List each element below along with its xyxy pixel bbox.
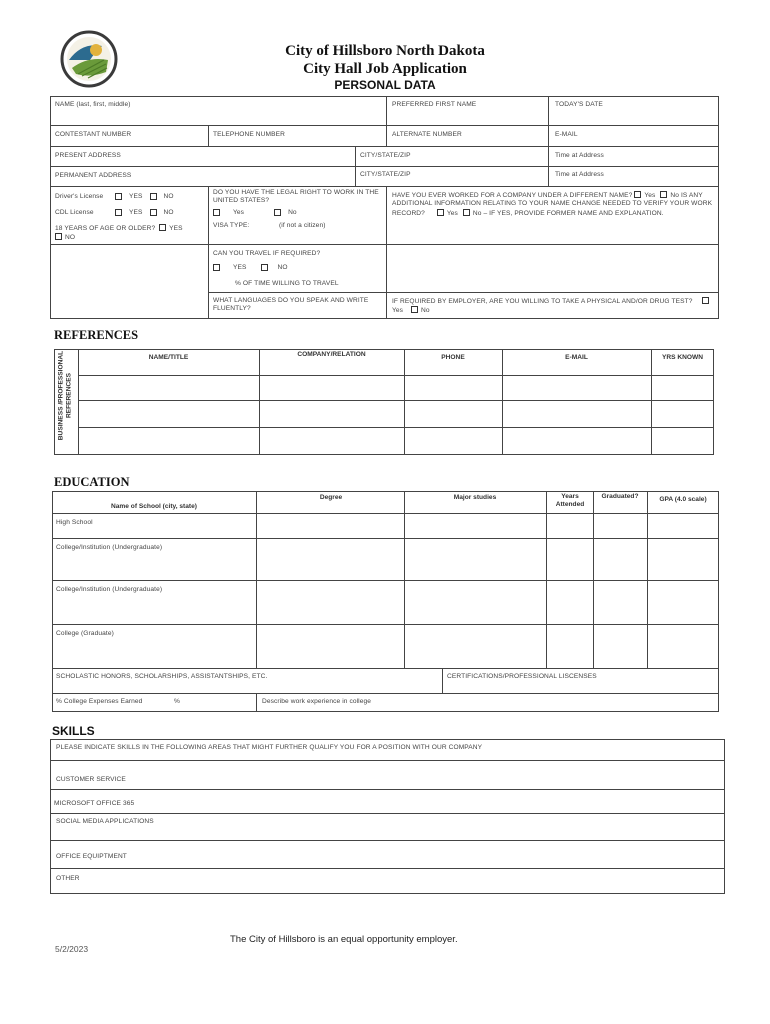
- todays-date-field[interactable]: TODAY'S DATE: [555, 101, 603, 108]
- cdl-license-no-checkbox[interactable]: [150, 209, 157, 216]
- yes-label: YES: [129, 209, 143, 216]
- drivers-license-no-checkbox[interactable]: [150, 193, 157, 200]
- title-personal-data: PERSONAL DATA: [334, 78, 436, 92]
- skills-heading: SKILLS: [52, 724, 95, 738]
- age-question-label: 18 YEARS OF AGE OR OLDER?: [55, 225, 156, 232]
- telephone-field[interactable]: TELEPHONE NUMBER: [213, 131, 285, 138]
- if-yes-provide-label: No – IF YES, PROVIDE FORMER NAME AND EXPLANATION.: [472, 209, 664, 217]
- cdl-license-row: [55, 209, 174, 216]
- different-name-no-checkbox[interactable]: [660, 191, 667, 198]
- ref-col-company: COMPANY/RELATION: [297, 351, 366, 358]
- edu-col-major: Major studies: [453, 494, 497, 501]
- additional-info-yes-checkbox[interactable]: [437, 209, 444, 216]
- edu-col-years: Years Attended: [555, 493, 585, 508]
- no-label: NO: [277, 264, 288, 271]
- yes-label: YES: [129, 193, 143, 200]
- skills-prompt: PLEASE INDICATE SKILLS IN THE FOLLOWING AREAS THAT MIGHT FURTHER QUALIFY YOU FOR A POSITION WITH OUR COMPANY: [56, 744, 483, 751]
- no-label: NO: [65, 234, 76, 241]
- drug-test-question: IF REQUIRED BY EMPLOYER, ARE YOU WILLING TO TAKE A PHYSICAL AND/OR DRUG TEST?: [392, 298, 693, 305]
- travel-no-checkbox[interactable]: [261, 264, 268, 271]
- legal-right-question: DO YOU HAVE THE LEGAL RIGHT TO WORK IN THE UNITED STATES?: [213, 189, 379, 204]
- edu-row-graduate[interactable]: College (Graduate): [56, 630, 114, 637]
- present-address-field[interactable]: PRESENT ADDRESS: [55, 152, 121, 159]
- equal-opportunity-statement: The City of Hillsboro is an equal opportunity employer.: [230, 934, 458, 945]
- name-field[interactable]: NAME (last, first, middle): [55, 101, 131, 108]
- ref-col-email: E-MAIL: [565, 354, 588, 361]
- form-date: 5/2/2023: [55, 944, 89, 954]
- contestant-number-field[interactable]: CONTESTANT NUMBER: [55, 131, 132, 138]
- travel-yes-checkbox[interactable]: [213, 264, 220, 271]
- edu-col-gpa: GPA (4.0 scale): [659, 496, 707, 503]
- edu-row-high-school[interactable]: High School: [56, 519, 93, 526]
- present-time-field[interactable]: Time at Address: [555, 152, 604, 159]
- languages-field[interactable]: WHAT LANGUAGES DO YOU SPEAK AND WRITE FLUENTLY?: [213, 297, 369, 312]
- different-name-block: [392, 191, 716, 218]
- age-no-checkbox[interactable]: [55, 233, 62, 240]
- city-logo-icon: [60, 30, 118, 88]
- age-yes-checkbox[interactable]: [159, 224, 166, 231]
- drivers-license-yes-checkbox[interactable]: [115, 193, 122, 200]
- drug-test-yes-checkbox[interactable]: [702, 297, 709, 304]
- edu-col-school: Name of School (city, state): [111, 503, 197, 510]
- permanent-time-field[interactable]: Time at Address: [555, 171, 604, 178]
- certifications-field[interactable]: CERTIFICATIONS/PROFESSIONAL LISCENSES: [447, 673, 597, 680]
- alternate-number-field[interactable]: ALTERNATE NUMBER: [392, 131, 462, 138]
- skill-office-equipment[interactable]: OFFICE EQUIPTMENT: [56, 853, 127, 860]
- travel-question: CAN YOU TRAVEL IF REQUIRED?: [213, 250, 321, 257]
- no-label: No: [288, 209, 297, 216]
- references-table: [54, 349, 714, 455]
- skill-customer-service[interactable]: CUSTOMER SERVICE: [56, 776, 126, 783]
- yes-label: Yes: [233, 209, 245, 216]
- present-city-field[interactable]: CITY/STATE/ZIP: [360, 152, 411, 159]
- travel-percent-field[interactable]: % OF TIME WILLING TO TRAVEL: [235, 280, 339, 287]
- edu-col-graduated: Graduated?: [601, 493, 639, 500]
- no-label: No: [421, 307, 430, 315]
- honors-field[interactable]: SCHOLASTIC HONORS, SCHOLARSHIPS, ASSISTANTSHIPS, ETC.: [56, 673, 268, 680]
- cdl-license-label: CDL License: [55, 209, 94, 216]
- no-label: NO: [163, 193, 174, 200]
- skill-social-media[interactable]: SOCIAL MEDIA APPLICATIONS: [56, 818, 154, 825]
- permanent-address-field[interactable]: PERMANENT ADDRESS: [55, 172, 132, 179]
- ref-col-yrs-known: YRS KNOWN: [661, 354, 704, 361]
- email-field[interactable]: E-MAIL: [555, 131, 578, 138]
- different-name-question: HAVE YOU EVER WORKED FOR A COMPANY UNDER A DIFFERENT NAME?: [392, 192, 633, 199]
- visa-type-field[interactable]: VISA TYPE:: [213, 222, 250, 229]
- yes-label: Yes: [644, 192, 656, 199]
- drug-test-no-checkbox[interactable]: [411, 306, 418, 313]
- skill-other[interactable]: OTHER: [56, 875, 80, 882]
- skills-table: [50, 739, 725, 894]
- legal-right-yes-checkbox[interactable]: [213, 209, 220, 216]
- ref-col-phone: PHONE: [441, 354, 465, 361]
- visa-note: (if not a citizen): [279, 222, 326, 229]
- yes-label: YES: [233, 264, 247, 271]
- permanent-city-field[interactable]: CITY/STATE/ZIP: [360, 171, 411, 178]
- additional-info-no-checkbox[interactable]: [463, 209, 470, 216]
- edu-row-undergrad-2[interactable]: College/Institution (Undergraduate): [56, 586, 163, 593]
- travel-options: [213, 264, 288, 271]
- preferred-name-field[interactable]: PREFERRED FIRST NAME: [392, 101, 477, 108]
- yes-label: Yes: [446, 209, 458, 217]
- title-application: City Hall Job Application: [303, 61, 467, 77]
- drivers-license-row: [55, 193, 174, 200]
- additional-info-question: IS ANY ADDITIONAL INFORMATION RELATING TO YOUR NAME CHANGE NEEDED TO VERIFY YOUR WORK RECORD?: [392, 192, 713, 217]
- work-experience-field[interactable]: Describe work experience in college: [262, 698, 372, 705]
- different-name-yes-checkbox[interactable]: [634, 191, 641, 198]
- age-row: [55, 224, 205, 242]
- drug-test-block: [392, 297, 716, 316]
- legal-right-no-checkbox[interactable]: [274, 209, 281, 216]
- yes-label: Yes: [392, 307, 404, 315]
- education-heading: EDUCATION: [54, 475, 130, 489]
- skill-office-365[interactable]: MICROSOFT OFFICE 365: [54, 800, 135, 807]
- drivers-license-label: Driver's License: [55, 193, 104, 200]
- no-label: No: [670, 192, 679, 199]
- city-logo: [60, 30, 118, 88]
- title-city: City of Hillsboro North Dakota: [285, 43, 485, 59]
- yes-label: YES: [169, 225, 183, 232]
- no-label: NO: [163, 209, 174, 216]
- edu-row-undergrad-1[interactable]: College/Institution (Undergraduate): [56, 544, 163, 551]
- edu-col-degree: Degree: [319, 494, 343, 501]
- expenses-percent: %: [174, 698, 180, 705]
- expenses-field[interactable]: % College Expenses Earned: [56, 698, 143, 705]
- references-heading: REFERENCES: [54, 328, 139, 342]
- legal-right-options: [213, 209, 297, 216]
- cdl-license-yes-checkbox[interactable]: [115, 209, 122, 216]
- references-side-label: BUSINESS /PROFESSIONAL REFERENCES: [57, 350, 72, 441]
- ref-col-name: NAME/TITLE: [148, 354, 189, 361]
